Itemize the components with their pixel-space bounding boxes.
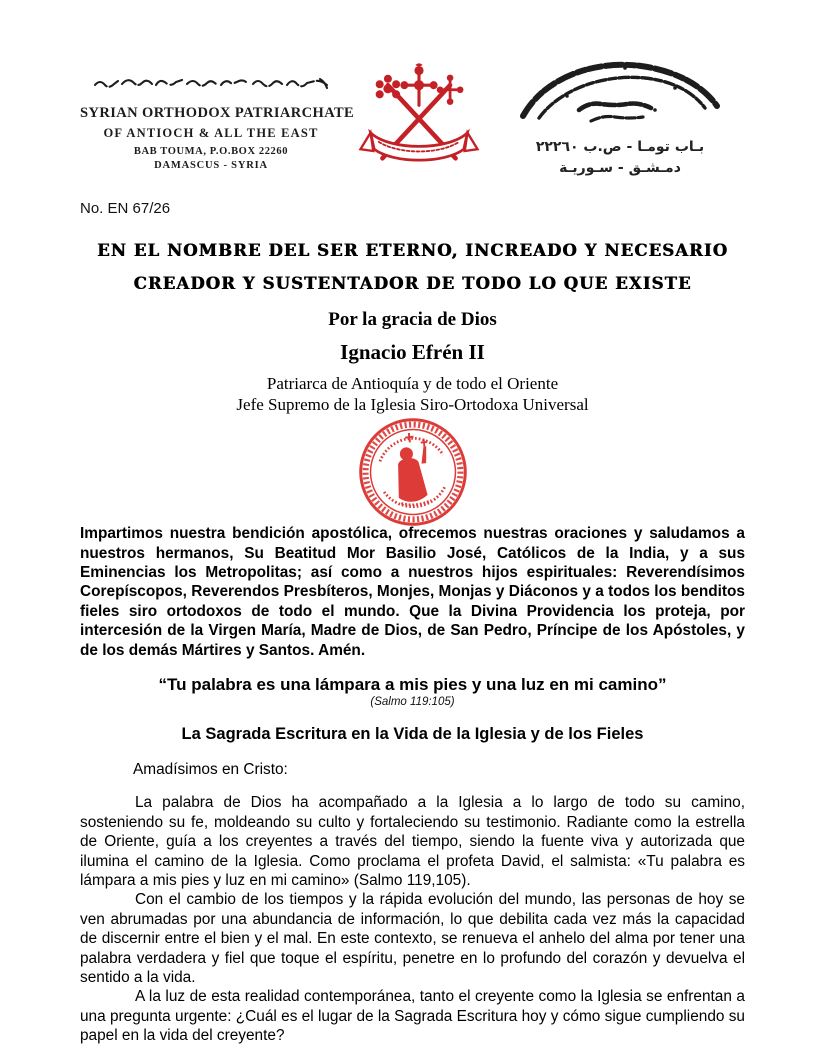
letterhead	[80, 56, 745, 184]
seal-stamp-icon	[351, 411, 474, 534]
patriarchate-emblem	[344, 60, 494, 183]
patriarch-name: Ignacio Efrén II	[340, 340, 485, 364]
arabic-address-line-2: دمـشـق - سـوريـة	[559, 160, 681, 176]
patriarch-title-line-1: Patriarca de Antioquía y de todo el Oriente	[266, 374, 559, 393]
reference-number: No. EN 67/26	[80, 200, 171, 217]
body-paragraph-1: La palabra de Dios ha acompañado a la Iglesia a lo largo de todo su camino, sosteniendo su fe, moldeando su culto y fortaleciendo su testimonio. Radiante como la estrella de Oriente, guía a los creyentes a través del tiempo, siendo la fuente viva y autorizada que ilumina el camino de la Iglesia. Como proclama el profeta David, el salmista: «Tu palabra es lámpara a mis pies y luz en mi camino» (Salmo 119,105).	[80, 794, 745, 889]
invocation-line-1: EN EL NOMBRE DEL SER ETERNO, INCREADO Y NECESARIO	[96, 241, 729, 260]
patriarchal-seal	[80, 416, 745, 528]
arabic-calligraphy-emblem	[495, 58, 745, 137]
arabic-address-line-1: بـاب تومـا - ص.ب ٢٢٢٦٠	[535, 139, 705, 155]
crossed-croziers-icon	[355, 60, 483, 178]
letterhead-left-block	[80, 76, 355, 171]
apostolic-blessing-paragraph: Impartimos nuestra bendición apostólica, ofrecemos nuestras oraciones y saludamos a nuestros hermanos, Su Beatitud Mor Basilio José, Católicos de la India, y a sus Eminencias los Metropolitas; así como a nuestros hijos espirituales: Reverendísimos Corepíscopos, Reverendos Presbíteros, Monjes, Monjas y Diáconos y a todos los benditos fieles siro ortodoxos de todo el mundo. Que la Divina Providencia los proteja, por intercesión de la Virgen María, Madre de Dios, de San Pedro, Príncipe de los Apóstoles, y de los demás Mártires y Santos. Amén.	[80, 525, 745, 659]
org-subtitle: OF ANTIOCH & ALL THE EAST	[103, 126, 319, 140]
section-title: La Sagrada Escritura en la Vida de la Iglesia y de los Fieles	[181, 725, 644, 744]
address-line-2: DAMASCUS - SYRIA	[154, 160, 268, 171]
org-name: SYRIAN ORTHODOX PATRIARCHATE	[80, 105, 355, 121]
syriac-script-line	[80, 76, 342, 96]
body-paragraph-2: Con el cambio de los tiempos y la rápida evolución del mundo, las personas de hoy se ven abrumadas por una abundancia de información, lo que debilita cada vez más la capacidad de discernir entre el bien y el mal. En este contexto, se renueva el anhelo del alma por tener una palabra verdadera y fiel que toque el espíritu, penetre en lo profundo del corazón y devuelva el sentido a la vida.	[80, 891, 745, 986]
patriarch-title-line-2: Jefe Supremo de la Iglesia Siro-Ortodoxa Universal	[236, 395, 589, 415]
scripture-quote: “Tu palabra es una lámpara a mis pies y una luz en mi camino”	[158, 675, 667, 695]
address-line-1: BAB TOUMA, P.O.BOX 22260	[133, 146, 289, 157]
body-paragraph-3: A la luz de esta realidad contemporánea, tanto el creyente como la Iglesia se enfrentan a una pregunta urgente: ¿Cuál es el lugar de la Sagrada Escritura hoy y cómo sigue cumpliendo su papel en la vida del creyente?	[80, 988, 745, 1045]
invocation-line-2: CREADOR Y SUSTENTADOR DE TODO LO QUE EXISTE	[133, 274, 692, 293]
letterhead-right-block	[495, 58, 745, 179]
scripture-quote-reference: (Salmo 119:105)	[370, 696, 455, 709]
grace-line: Por la gracia de Dios	[328, 309, 497, 330]
salutation: Amadísimos en Cristo:	[133, 761, 288, 779]
